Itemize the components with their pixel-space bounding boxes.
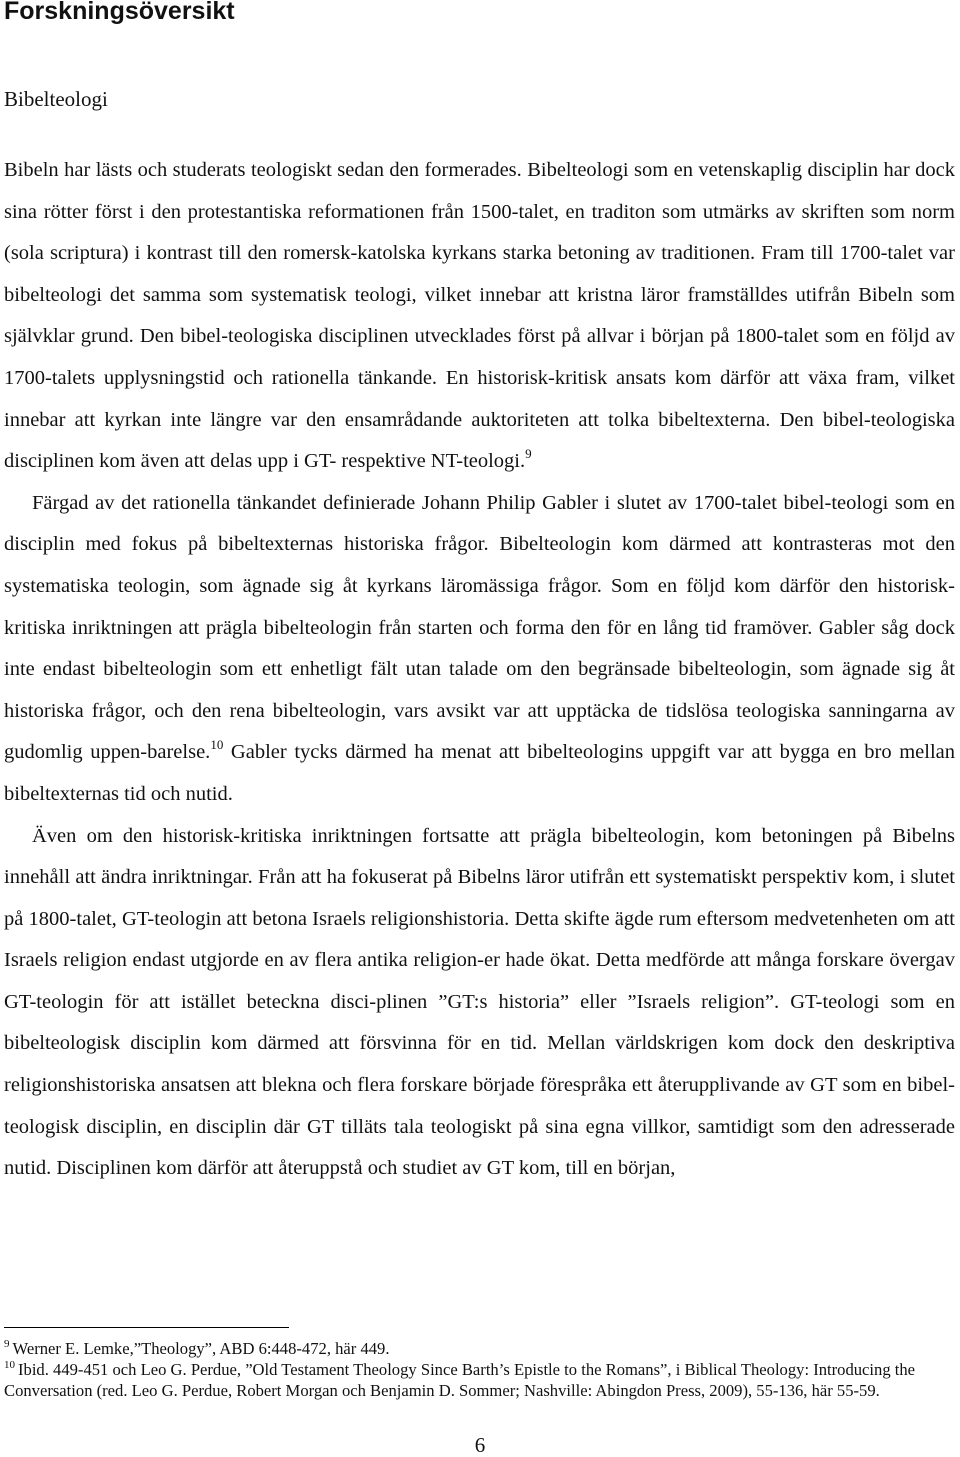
paragraph-2 (4, 483, 955, 816)
paragraph-2-text-after: Gabler tycks därmed ha menat att bibelteologins uppgift var att bygga en bro mellan bibeltexternas tid och nutid. (4, 741, 956, 805)
footnotes (4, 1338, 955, 1401)
paragraph-1-text: Bibeln har lästs och studerats teologiskt sedan den formerades. Bibelteologi som en vetenskaplig disciplin har dock sina rötter först i den protestantiska reformationen från 1500-talet, en traditon som utmärks av skriften som norm (sola scriptura) i kontrast till den romersk-katolska kyrkans starka betoning av traditionen. Fram till 1700-talet var bibelteologi det samma som systematisk teologi, vilket innebar att kristna läror framställdes utifrån Bibeln som självklar grund. Den bibel-teologiska disciplinen utvecklades först på allvar i början på 1800-talet som en följd av 1700-talets upplysningstid och rationella tänkande. En historisk-kritisk ansats kom därför att växa fram, vilket innebar att kyrkan inte längre var den ensamrådande auktoriteten att tolka bibeltexterna. Den bibel-teologiska disciplinen kom även att delas upp i GT- respektive NT-teologi. (4, 159, 955, 473)
footnote-ref-9[interactable]: 9 (525, 446, 532, 462)
paragraph-3-text: Även om den historisk-kritiska inriktningen fortsatte att prägla bibelteologin, kom betoningen på Bibelns innehåll att ändra inriktningar. Från att ha fokuserat på Bibelns läror utifrån ett systematiskt perspektiv kom, i slutet på 1800-talet, GT-teologin att betona Israels religionshistoria. Detta skifte ägde rum eftersom medvetenheten om att Israels religion endast utgjorde en av flera antika religion-er hade ökat. Detta medförde att många forskare övergav GT-teologin för att istället beteckna disci-plinen ”GT:s historia” eller ”Israels religion”. GT-teologi som en bibelteologisk disciplin kom därmed att försvinna för en tid. Mellan världskrigen kom dock den deskriptiva religionshistoriska ansatsen att blekna och flera forskare började förespråka ett återupplivande av GT som en bibel-teologisk disciplin, en disciplin där GT tilläts tala teologiskt på sina egna villkor, samtidigt som den adresserade nutid. Disciplinen kom därför att återuppstå och studiet av GT kom, till en början, (4, 824, 955, 1180)
paragraph-3 (4, 816, 955, 1190)
footnote-mark-10: 10 (4, 1359, 15, 1371)
footnote-mark-9: 9 (4, 1338, 10, 1350)
paragraph-1 (4, 150, 955, 483)
footnote-9 (4, 1338, 955, 1359)
page-number: 6 (474, 1433, 486, 1457)
body-text (4, 150, 955, 1190)
footnote-10 (4, 1359, 955, 1401)
footnote-10-text: Ibid. 449-451 och Leo G. Perdue, ”Old Testament Theology Since Barth’s Epistle to the Romans”, i Biblical Theology: Introducing the Conversation (red. Leo G. Perdue, Robert Morgan och Benjamin D. Sommer; Nashville: Abingdon Press, 2009), 55-136, här 55-59. (4, 1360, 916, 1400)
footnote-divider (4, 1327, 289, 1328)
paragraph-2-text: Färgad av det rationella tänkandet definierade Johann Philip Gabler i slutet av 1700-talet bibel-teologi som en disciplin med fokus på bibeltexternas historiska frågor. Bibelteologin kom därmed att kontrasteras mot den systematiska teologin, som ägnade sig åt kyrkans läromässiga frågor. Som en följd kom därför den historisk-kritiska inriktningen att prägla bibelteologin från starten och forma den för en lång tid framöver. Gabler såg dock inte endast bibelteologin som ett enhetligt fält utan talade om den begränsade bibelteologin, som ägnade sig åt historiska frågor, och den rena bibelteologin, vars avsikt var att upptäcka de tidslösa teologiska sanningarna av gudomlig uppen-barelse. (4, 491, 955, 764)
footnote-ref-10[interactable]: 10 (210, 737, 224, 753)
section-subheading: Bibelteologi (4, 87, 108, 111)
page-heading: Forskningsöversikt (4, 0, 235, 25)
footnote-9-text: Werner E. Lemke,”Theology”, ABD 6:448-472, här 449. (12, 1339, 390, 1358)
